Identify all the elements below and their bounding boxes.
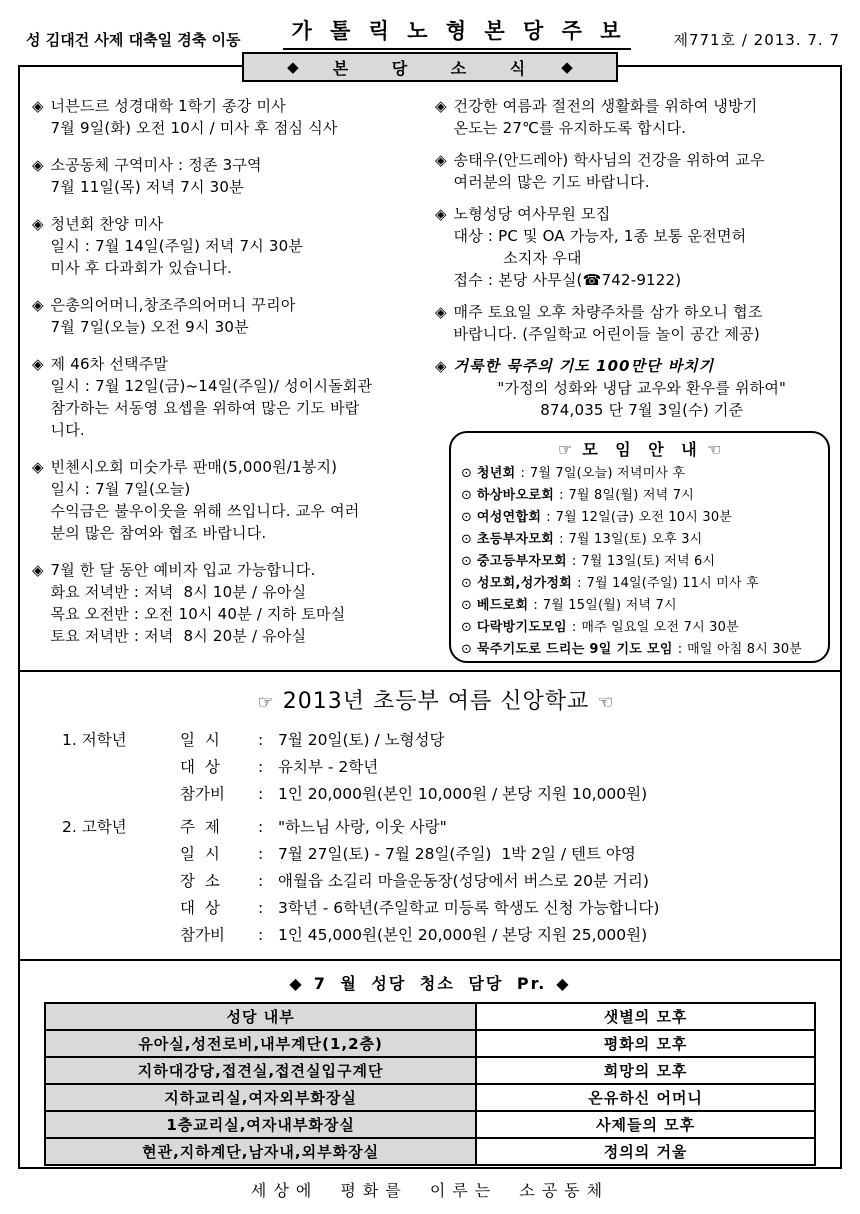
group-label — [62, 895, 180, 922]
circle-bullet-icon: ⊙ — [461, 576, 472, 591]
diamond-bullet-icon: ◈ — [32, 355, 44, 373]
group-label — [62, 781, 180, 808]
meeting-detail: 7월 8일(월) 저녁 7시 — [568, 488, 694, 503]
news-line: 너븐드르 성경대학 1학기 종강 미사 — [50, 97, 286, 115]
cleaning-table-row — [45, 1030, 815, 1057]
cleaning-table-row — [45, 1003, 815, 1030]
meeting-detail: 7월 13일(토) 저녁 6시 — [581, 554, 716, 569]
meeting-list — [461, 463, 820, 661]
news-item — [435, 355, 830, 421]
news-line: 일시 : 7월 7일(오늘) — [50, 480, 191, 498]
area-cell: 지하대강당,접견실,접견실입구계단 — [45, 1057, 476, 1084]
news-line: 미사 후 다과회가 있습니다. — [50, 259, 233, 277]
meeting-separator: : — [559, 532, 564, 547]
diamond-bullet-icon: ◈ — [435, 151, 447, 169]
meeting-name: 성모회,성가정회 — [476, 576, 573, 591]
news-line: 건강한 여름과 절전의 생활화를 위하여 냉방기 — [453, 97, 758, 115]
news-item-text — [454, 149, 830, 193]
pointing-hand-left-icon: ☜ — [706, 440, 724, 459]
news-line: 빈첸시오회 미숫가루 판매(5,000원/1봉지) — [50, 458, 338, 476]
news-line: "가정의 성화와 냉담 교우와 환우를 위하여" — [497, 379, 787, 397]
diamond-bullet-icon: ◈ — [435, 97, 447, 115]
news-item — [32, 456, 421, 544]
news-item-text — [454, 203, 830, 291]
news-item — [435, 95, 830, 139]
diamond-icon: ◆ — [287, 58, 299, 76]
news-line: 소지자 우대 — [453, 249, 582, 267]
group-label — [62, 841, 180, 868]
news-items-left — [32, 95, 421, 647]
school-group — [62, 727, 810, 808]
circle-bullet-icon: ⊙ — [461, 554, 472, 569]
news-item — [435, 149, 830, 193]
row-value: 7월 27일(토) - 7월 28일(주일) 1박 2일 / 텐트 야영 — [278, 845, 636, 863]
meeting-item — [461, 463, 820, 485]
school-group-row — [62, 895, 810, 922]
meeting-item — [461, 507, 820, 529]
row-value: 7월 20일(토) / 노형성당 — [278, 731, 445, 749]
page-header — [0, 0, 860, 50]
row-colon: : — [258, 926, 264, 944]
news-item — [32, 213, 421, 279]
meeting-separator: : — [571, 554, 577, 569]
news-line: 목요 오전반 : 오전 10시 40분 / 지하 토마실 — [50, 605, 346, 623]
diamond-icon: ◆ — [556, 974, 571, 993]
news-line: 7월 한 달 동안 예비자 입교 가능합니다. — [50, 561, 316, 579]
diamond-bullet-icon: ◈ — [32, 215, 44, 233]
news-line: 송태우(안드레아) 학사님의 건강을 위하여 교우 — [453, 151, 765, 169]
school-group-row — [62, 922, 810, 949]
row-colon: : — [258, 845, 264, 863]
meeting-detail: 7월 7일(오늘) 저녁미사 후 — [529, 466, 686, 481]
footer-slogan: 세상에 평화를 이루는 소공동체 — [250, 1181, 610, 1200]
group-cell: 사제들의 모후 — [476, 1111, 815, 1138]
news-line: 화요 저녁반 : 저녁 8시 10분 / 유아실 — [50, 583, 307, 601]
news-line: 바랍니다. (주일학교 어린이들 놀이 공간 제공) — [453, 325, 760, 343]
group-cell: 온유하신 어머니 — [476, 1084, 815, 1111]
meeting-separator: : — [677, 642, 683, 657]
meeting-detail: 매일 아침 8시 30분 — [687, 642, 803, 657]
news-item-text — [51, 213, 421, 279]
news-item-text — [51, 154, 421, 198]
news-item — [32, 559, 421, 647]
news-line: 소공동체 구역미사 : 정존 3구역 — [50, 156, 262, 174]
parish-news-title-box — [242, 52, 618, 82]
meeting-item — [461, 551, 820, 573]
row-key: 주 제 — [180, 818, 220, 836]
row-key: 참가비 — [180, 926, 225, 944]
meeting-item — [461, 573, 820, 595]
meeting-separator: : — [520, 466, 525, 481]
row-key: 대 상 — [180, 758, 220, 776]
circle-bullet-icon: ⊙ — [461, 620, 472, 635]
news-line: 노형성당 여사무원 모집 — [453, 205, 611, 223]
row-key: 장 소 — [180, 872, 220, 890]
issue-number: 제771호 / 2013. 7. 7 — [673, 31, 840, 49]
news-item-text — [51, 294, 421, 338]
area-cell: 1층교리실,여자내부화장실 — [45, 1111, 476, 1138]
meeting-name: 묵주기도로 드리는 9일 기도 모임 — [476, 642, 673, 657]
school-group — [62, 814, 810, 949]
meeting-item — [461, 529, 820, 551]
meeting-separator: : — [546, 510, 551, 525]
circle-bullet-icon: ⊙ — [461, 510, 472, 525]
diamond-bullet-icon: ◈ — [32, 97, 44, 115]
group-label — [62, 754, 180, 781]
row-key: 대 상 — [180, 899, 220, 917]
row-colon: : — [258, 899, 264, 917]
news-item — [32, 294, 421, 338]
news-item — [32, 154, 421, 198]
summer-school-section — [20, 672, 840, 959]
news-line: 참가하는 서동영 요셉을 위하여 많은 기도 바랍 — [50, 399, 360, 417]
news-item-text — [454, 95, 830, 139]
cleaning-table-row — [45, 1138, 815, 1165]
row-value: 애월읍 소길리 마을운동장(성당에서 버스로 20분 거리) — [278, 872, 649, 890]
row-key: 참가비 — [180, 785, 225, 803]
school-group-row — [62, 781, 810, 808]
contact-line — [62, 952, 810, 959]
news-line: 온도는 27℃를 유지하도록 합시다. — [453, 119, 687, 137]
news-line: 수익금은 불우이웃을 위해 쓰입니다. 교우 여러 — [50, 502, 360, 520]
diamond-icon: ◆ — [289, 974, 304, 993]
bulletin-title: 가 톨 릭 노 형 본 당 주 보 — [283, 15, 630, 50]
school-groups — [62, 727, 810, 949]
meeting-detail: 7월 12일(금) 오전 10시 30분 — [555, 510, 733, 525]
summer-school-title-text: 2013년 초등부 여름 신앙학교 — [282, 689, 590, 714]
meeting-detail: 7월 13일(토) 오후 3시 — [568, 532, 703, 547]
meeting-item — [461, 485, 820, 507]
row-value: "하느님 사랑, 이웃 사랑" — [278, 818, 447, 836]
group-label — [62, 922, 180, 949]
row-value: 1인 20,000원(본인 10,000원 / 본당 지원 10,000원) — [278, 785, 648, 803]
news-item-text — [454, 301, 830, 345]
group-label: 2. 고학년 — [62, 818, 127, 836]
row-colon: : — [258, 872, 264, 890]
news-item-text — [454, 355, 830, 421]
cleaning-section — [20, 961, 840, 1167]
cleaning-table-row — [45, 1084, 815, 1111]
diamond-bullet-icon: ◈ — [435, 205, 447, 223]
news-line: 7월 7일(오늘) 오전 9시 30분 — [50, 318, 249, 336]
meeting-name: 하상바오로회 — [476, 488, 555, 503]
area-cell: 현관,지하계단,남자내,외부화장실 — [45, 1138, 476, 1165]
news-line: 거룩한 묵주의 기도 100만단 바치기 — [453, 357, 715, 375]
header-left-note: 성 김대건 사제 대축일 경축 이동 — [26, 31, 241, 49]
meeting-separator: : — [559, 488, 564, 503]
diamond-icon: ◆ — [561, 58, 573, 76]
news-line: 접수 : 본당 사무실(☎742-9122) — [453, 271, 682, 289]
meeting-guide-box — [449, 431, 830, 663]
group-label: 1. 저학년 — [62, 731, 127, 749]
news-line: 분의 많은 참여와 협조 바랍니다. — [50, 524, 267, 542]
row-key: 일 시 — [180, 845, 220, 863]
news-items-right — [435, 95, 830, 421]
row-key: 일 시 — [180, 731, 220, 749]
pointing-hand-right-icon: ☞ — [557, 440, 575, 459]
meeting-name: 중고등부자모회 — [476, 554, 567, 569]
group-cell: 정의의 거울 — [476, 1138, 815, 1165]
group-cell: 희망의 모후 — [476, 1057, 815, 1084]
cleaning-table-row — [45, 1057, 815, 1084]
diamond-bullet-icon: ◈ — [32, 156, 44, 174]
row-value: 3학년 - 6학년(주일학교 미등록 학생도 신청 가능합니다) — [278, 899, 660, 917]
news-line: 일시 : 7월 14일(주일) 저녁 7시 30분 — [50, 237, 304, 255]
news-item — [32, 95, 421, 139]
meeting-name: 초등부자모회 — [476, 532, 555, 547]
school-group-row — [62, 814, 810, 841]
school-group-row — [62, 841, 810, 868]
pointing-hand-left-icon: ☜ — [597, 692, 615, 713]
news-column-right — [431, 95, 830, 670]
meeting-name: 청년회 — [476, 466, 516, 481]
circle-bullet-icon: ⊙ — [461, 642, 472, 657]
meeting-item — [461, 595, 820, 617]
news-line: 은총의어머니,창조주의어머니 꾸리아 — [50, 296, 296, 314]
news-line: 토요 저녁반 : 저녁 8시 20분 / 유아실 — [50, 627, 307, 645]
news-line: 니다. — [50, 421, 85, 439]
meeting-guide-title-text: 모 임 안 내 — [582, 440, 699, 459]
group-cell: 샛별의 모후 — [476, 1003, 815, 1030]
meeting-detail: 7월 14일(주일) 11시 미사 후 — [586, 576, 759, 591]
diamond-bullet-icon: ◈ — [32, 296, 44, 314]
meeting-separator: : — [571, 620, 577, 635]
meeting-item — [461, 639, 820, 661]
news-item-text — [51, 95, 421, 139]
meeting-name: 베드로회 — [476, 598, 529, 613]
cleaning-title — [44, 971, 816, 994]
circle-bullet-icon: ⊙ — [461, 532, 472, 547]
diamond-bullet-icon: ◈ — [32, 458, 44, 476]
summer-school-title — [62, 684, 810, 715]
meeting-name: 다락방기도모임 — [476, 620, 567, 635]
news-item-text — [51, 456, 421, 544]
group-label — [62, 868, 180, 895]
meeting-separator: : — [577, 576, 582, 591]
news-item — [435, 301, 830, 345]
row-colon: : — [258, 731, 264, 749]
diamond-bullet-icon: ◈ — [32, 561, 44, 579]
meeting-name: 여성연합회 — [476, 510, 542, 525]
news-item — [32, 353, 421, 441]
meeting-guide-title — [461, 437, 820, 460]
row-value: 1인 45,000원(본인 20,000원 / 본당 지원 25,000원) — [278, 926, 648, 944]
cleaning-table-row — [45, 1111, 815, 1138]
news-line: 여러분의 많은 기도 바랍니다. — [453, 173, 650, 191]
news-column-left — [32, 95, 431, 670]
area-cell: 유아실,성전로비,내부계단(1,2층) — [45, 1030, 476, 1057]
parish-news-title: 본 당 소 식 — [332, 58, 528, 78]
cleaning-title-text: 7 월 성당 청소 담당 Pr. — [313, 974, 547, 993]
main-content-box — [18, 58, 842, 1169]
meeting-detail: 7월 15일(월) 저녁 7시 — [542, 598, 677, 613]
news-line: 7월 11일(목) 저녁 7시 30분 — [50, 178, 244, 196]
group-cell: 평화의 모후 — [476, 1030, 815, 1057]
circle-bullet-icon: ⊙ — [461, 488, 472, 503]
area-cell: 성당 내부 — [45, 1003, 476, 1030]
news-line: 청년회 찬양 미사 — [50, 215, 164, 233]
row-colon: : — [258, 758, 264, 776]
parish-news-section — [20, 67, 840, 670]
row-colon: : — [258, 818, 264, 836]
news-line: 874,035 단 7월 3일(수) 기준 — [540, 401, 744, 419]
row-colon: : — [258, 785, 264, 803]
news-item-text — [51, 559, 421, 647]
news-line: 일시 : 7월 12일(금)~14일(주일)/ 성이시돌회관 — [50, 377, 373, 395]
circle-bullet-icon: ⊙ — [461, 466, 472, 481]
area-cell: 지하교리실,여자외부화장실 — [45, 1084, 476, 1111]
circle-bullet-icon: ⊙ — [461, 598, 472, 613]
cleaning-table — [44, 1002, 816, 1166]
news-line: 대상 : PC 및 OA 가능자, 1종 보통 운전면허 — [453, 227, 747, 245]
news-line: 7월 9일(화) 오전 10시 / 미사 후 점심 식사 — [50, 119, 338, 137]
diamond-bullet-icon: ◈ — [435, 303, 447, 321]
meeting-separator: : — [533, 598, 538, 613]
news-line: 매주 토요일 오후 차량주차를 삼가 하오니 협조 — [453, 303, 763, 321]
news-item-text — [51, 353, 421, 441]
school-group-row — [62, 727, 810, 754]
news-item — [435, 203, 830, 291]
school-group-row — [62, 868, 810, 895]
school-group-row — [62, 754, 810, 781]
meeting-detail: 매주 일요일 오전 7시 30분 — [581, 620, 739, 635]
meeting-item — [461, 617, 820, 639]
row-value: 유치부 - 2학년 — [278, 758, 379, 776]
news-line: 제 46차 선택주말 — [50, 355, 169, 373]
diamond-bullet-icon: ◈ — [435, 357, 447, 375]
pointing-hand-right-icon: ☞ — [257, 692, 275, 713]
